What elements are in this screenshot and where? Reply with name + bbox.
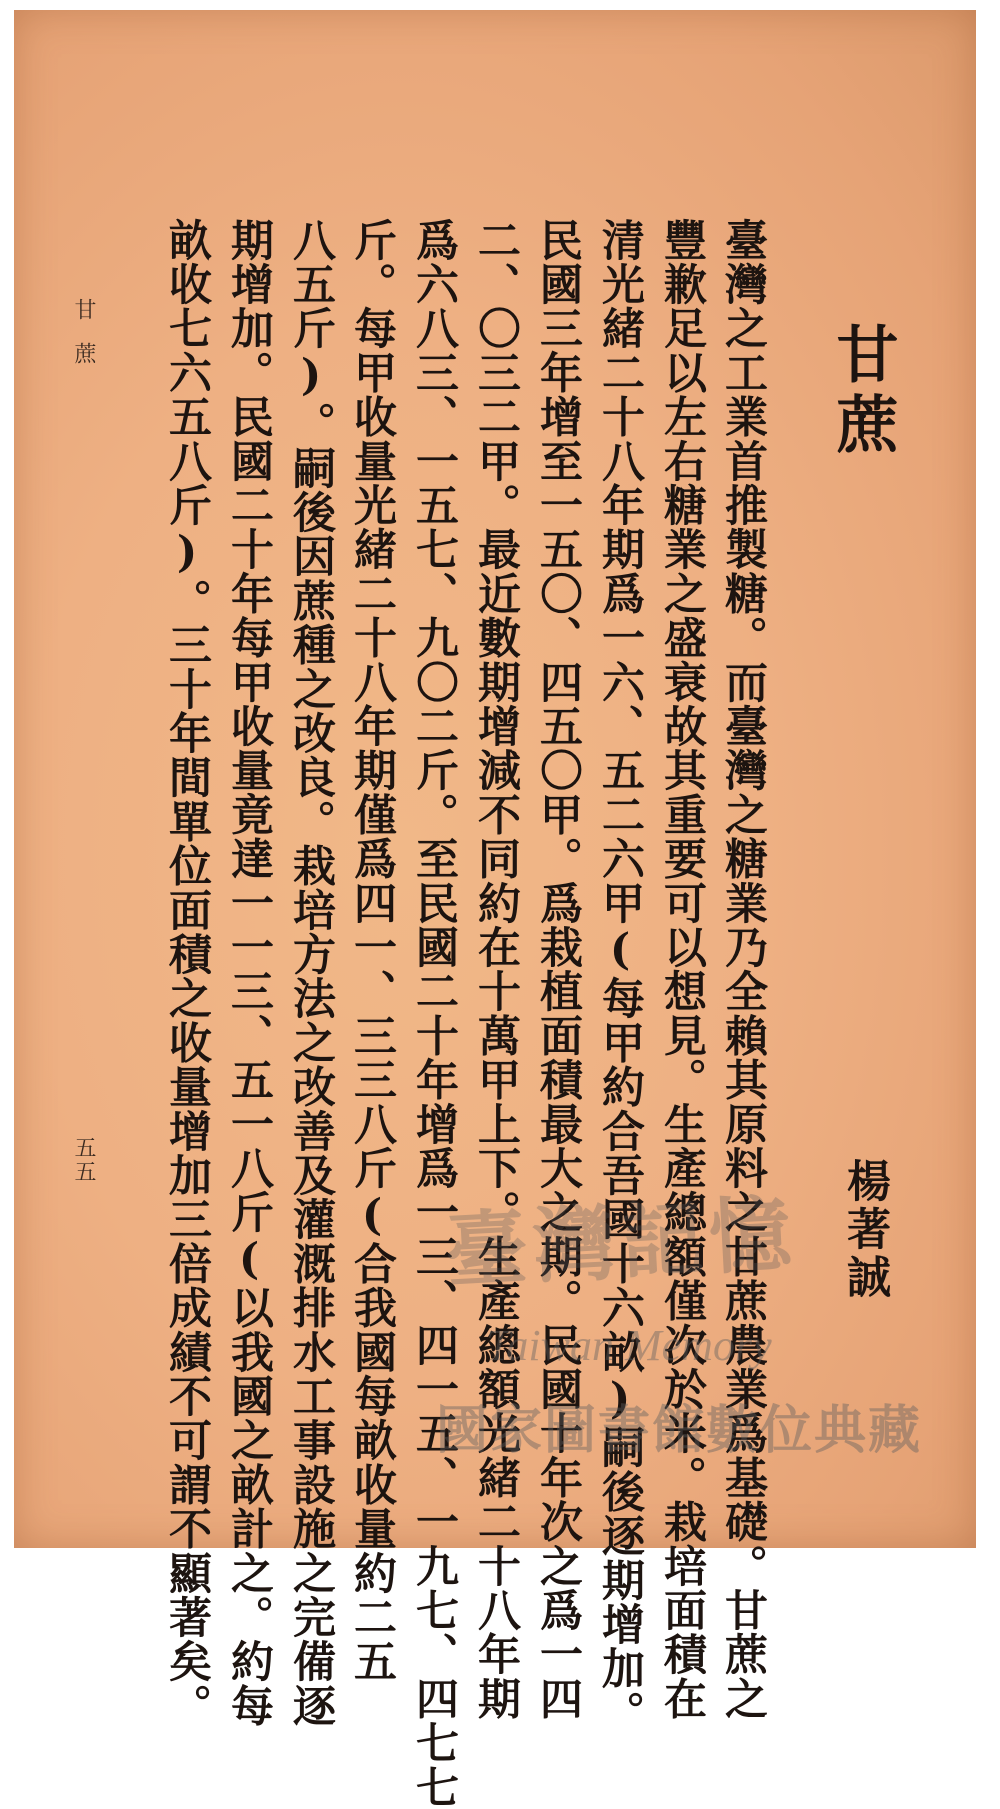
body-column: 二、〇三二甲。最近數期增減不同約在十萬甲上下。生產總額光緒二十八年期	[471, 218, 521, 1721]
body-column: 民國三年增至一五〇、四五〇甲。爲栽植面積最大之期。民國十年次之爲一四	[533, 218, 583, 1721]
author-name: 楊著誠	[839, 1158, 890, 1302]
body-column: 八五斤)。嗣後因蔗種之改良。栽培方法之改善及灌溉排水工事設施之完備逐	[286, 218, 336, 1728]
body-column: 豐歉足以左右糖業之盛衰故其重要可以想見。生產總額僅次於米。栽培面積在	[657, 218, 707, 1721]
page-title: 甘蔗	[826, 322, 899, 462]
page-number: 五五	[71, 1136, 96, 1184]
watermark-english: Taiwan Memory	[486, 1321, 772, 1370]
body-column: 畝收七六五八斤)。三十年間單位面積之收量增加三倍成績不可謂不顯著矣。	[162, 218, 212, 1728]
body-column: 臺灣之工業首推製糖。而臺灣之糖業乃全賴其原料之甘蔗農業爲基礎。甘蔗之	[718, 218, 768, 1721]
body-column: 斤。每甲收量光緒二十八年期僅爲四一、三三八斤(合我國每畝收量約二五	[347, 218, 397, 1684]
body-column: 期增加。民國二十年每甲收量竟達一一三、五一八斤(以我國之畝計之。約每	[224, 218, 274, 1728]
watermark-calligraphy: 臺灣記憶	[443, 1188, 800, 1299]
running-head: 甘蔗	[71, 298, 96, 386]
body-column: 清光緒二十八年期爲一六、五二六甲(每甲約合吾國十六畝)嗣後逐期增加。	[595, 218, 645, 1735]
watermark-chinese: 國家圖書館數位典藏	[436, 1402, 923, 1460]
body-column: 爲六八三、一五七、九〇二斤。至民國二十年增爲一三、四一五、一九七、四七七	[409, 218, 459, 1809]
